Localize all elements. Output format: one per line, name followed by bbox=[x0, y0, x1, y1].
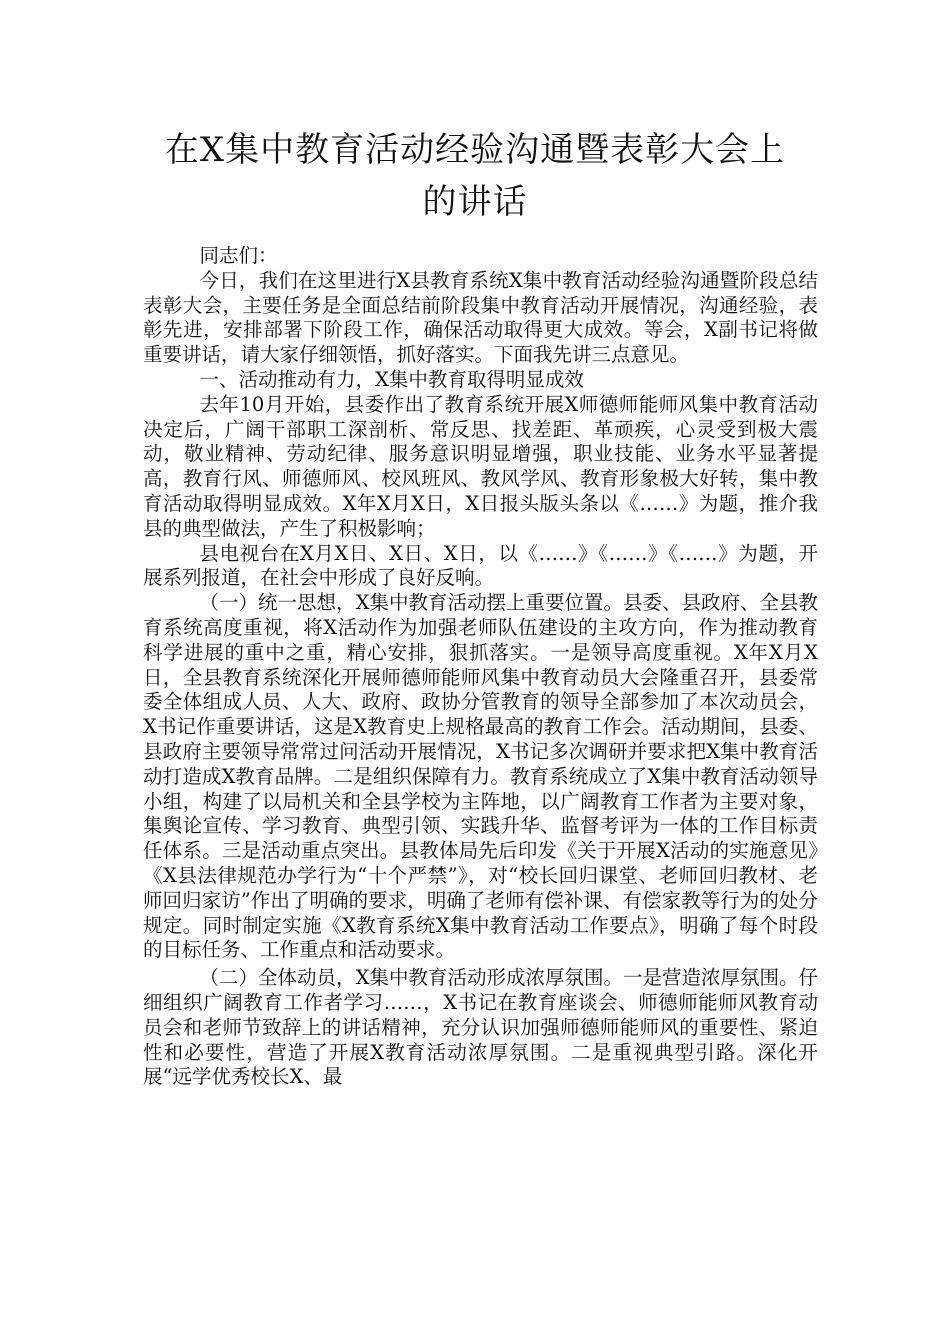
salutation: 同志们： bbox=[199, 244, 278, 267]
paragraph-subsection-1: （一）统一思想，X集中教育活动摆上重要位置。县委、县政府、全县教育系统高度重视，将X活动作为加强老师队伍建设的主攻方向，作为推动教育科学进展的重中之重，精心安排，狠抓落实。一是领导高度重视。X年X月X日，全县教育系统深化开展师德师能师风集中教育动员大会隆重召开，县委常委全体组成人员、人大、政府、政协分管教育的领导全部参加了本次动员会，X书记作重要讲话，这是X教育史上规格最高的教育工作会。活动期间，县委、县政府主要领导常常过问活动开展情况，X书记多次调研并要求把X集中教育活动打造成X教育品牌。二是组织保障有力。教育系统成立了X集中教育活动领导小组，构建了以局机关和全县学校为主阵地，以广阔教育工作者为主要对象，集舆论宣传、学习教育、典型引领、实践升华、监督考评为一体的工作目标责任体系。三是活动重点突出。县教体局先后印发《关于开展X活动的实施意见》《X县法律规范办学行为“十个严禁”》，对“校长回归课堂、老师回归教材、老师回归家访”作出了明确的要求，明确了老师有偿补课、有偿家教等行为的处分规定。同时制定实施《X教育系统X集中教育活动工作要点》，明确了每个时段的目标任务、工作重点和活动要求。 bbox=[143, 591, 818, 962]
paragraph-results: 去年10月开始，县委作出了教育系统开展X师德师能师风集中教育活动决定后，广阔干部职工深剖析、常反思、找差距、革顽疾，心灵受到极大震动，敬业精神、劳动纪律、服务意识明显增强，职业技能、业务水平显著提高，教育行风、师德师风、校风班风、教风学风、教育形象极大好转，集中教育活动取得明显成效。X年X月X日，X日报头版头条以《……》为题，推介我县的典型做法，产生了积极影响； bbox=[143, 392, 818, 540]
section-heading-1: 一、活动推动有力，X集中教育取得明显成效 bbox=[199, 367, 584, 391]
title-line-1: 在X集中教育活动经验沟通暨表彰大会上 bbox=[164, 130, 786, 170]
paragraph-tv-reports: 县电视台在X月X日、X日、X日，以《……》《……》《……》为题，开展系列报道，在社会中形成了良好反响。 bbox=[143, 541, 818, 590]
document-title bbox=[140, 124, 810, 228]
paragraph-opening: 今日，我们在这里进行X县教育系统X集中教育活动经验沟通暨阶段总结表彰大会，主要任务是全面总结前阶段集中教育活动开展情况，沟通经验，表彰先进，安排部署下阶段工作，确保活动取得更大成效。等会，X副书记将做重要讲话，请大家仔细领悟，抓好落实。下面我先讲三点意见。 bbox=[143, 268, 818, 367]
paragraph-subsection-2: （二）全体动员，X集中教育活动形成浓厚氛围。一是营造浓厚氛围。仔细组织广阔教育工作者学习……，X书记在教育座谈会、师德师能师风教育动员会和老师节致辞上的讲话精神，充分认识加强师德师能师风的重要性、紧迫性和必要性，营造了开展X教育活动浓厚氛围。二是重视典型引路。深化开展“远学优秀校长X、最 bbox=[143, 966, 818, 1089]
document-body bbox=[143, 244, 818, 1090]
title-line-2: 的讲话 bbox=[422, 182, 528, 222]
